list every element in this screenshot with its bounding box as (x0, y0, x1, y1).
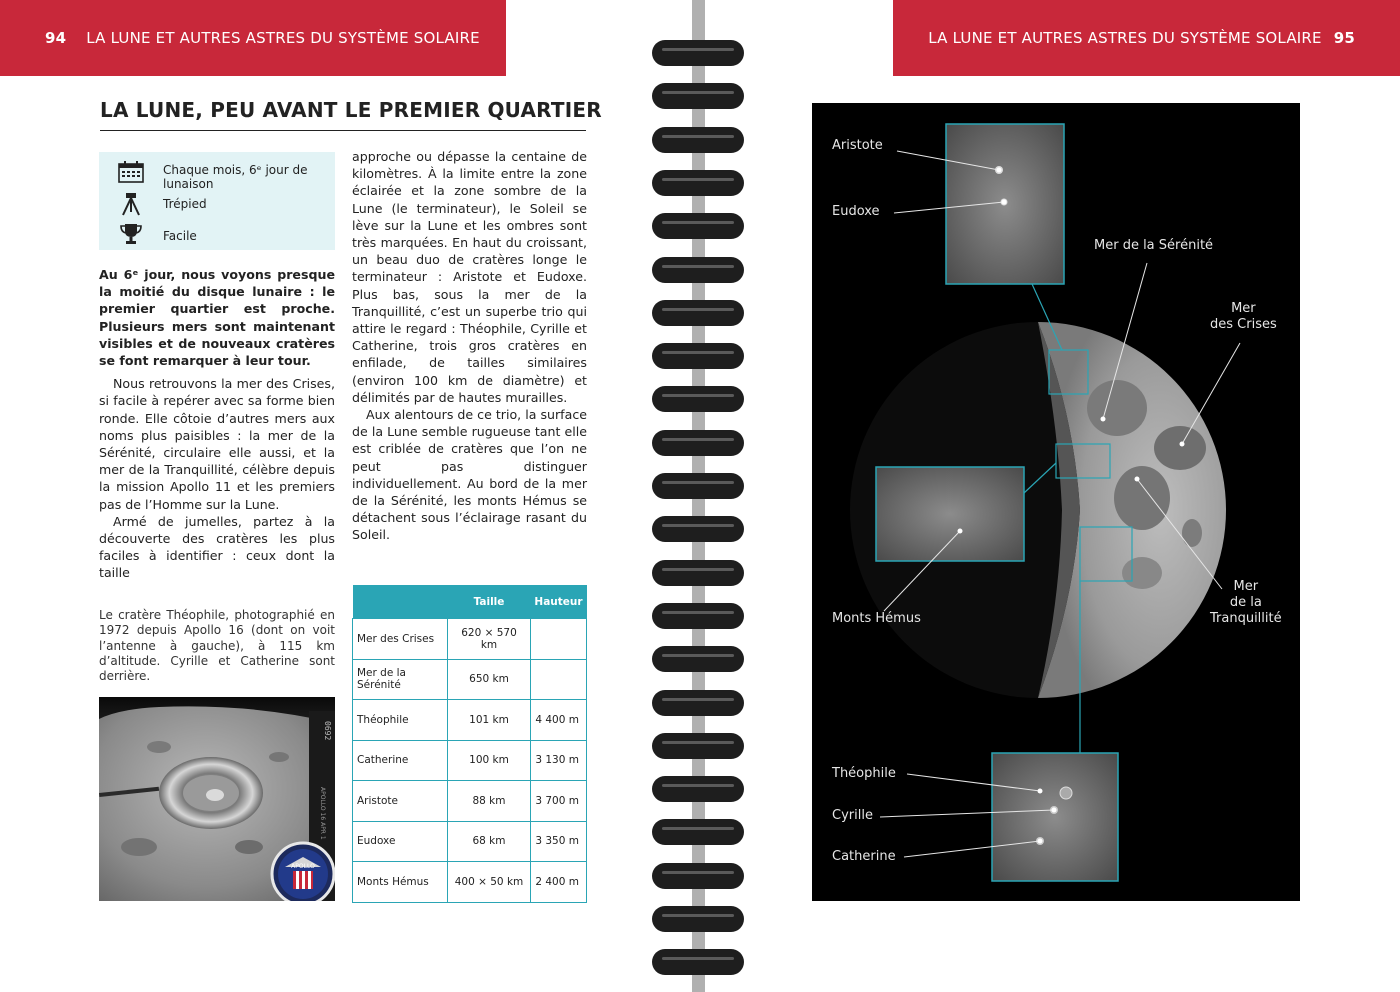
paragraph-1: Nous retrouvons la mer des Crises, si facile à repérer avec sa forme bien ronde. Elle côtoie d’autres mers aux noms plus paisibles : la mer de la Sérénité, circulaire elle aussi, et la mer de la Tranquillité, célèbre depuis la mission Apollo 11 et les premiers pas de l’Homme sur la Lune. (99, 376, 335, 512)
binding-ring (652, 430, 744, 456)
info-row-equipment (99, 190, 335, 218)
label-mer-crises-line1: Mer (1231, 301, 1256, 316)
binding-ring (652, 646, 744, 672)
table-cell-size: 100 km (448, 740, 531, 781)
table-cell-name: Aristote (353, 781, 448, 822)
table-cell-size: 620 × 570 km (448, 619, 531, 660)
label-mer-tranq-line3: Tranquillité (1210, 611, 1282, 626)
binding-ring (652, 40, 744, 66)
left-running-header: LA LUNE ET AUTRES ASTRES DU SYSTÈME SOLAIRE (86, 29, 480, 47)
label-catherine: Catherine (832, 849, 896, 864)
binding-ring (652, 170, 744, 196)
theophilus-photo (99, 697, 335, 901)
right-header (893, 0, 1400, 76)
label-mer-crises (1210, 301, 1277, 333)
label-monts-hemus: Monts Hémus (832, 611, 921, 626)
table-row (353, 700, 587, 741)
table-cell-height: 4 400 m (531, 700, 587, 741)
binding-ring (652, 560, 744, 586)
binding-ring (652, 343, 744, 369)
paragraph-4: Aux alentours de ce trio, la surface de la Lune semble rugueuse tant elle est criblée de cratères que l’on ne peut pas distinguer individuellement. Au bord de la mer de la Sérénité, les monts Hémus se détachent sous l’éclairage rasant du Soleil. (352, 407, 587, 543)
apollo-patch-text: APOLLO (291, 863, 315, 870)
text-column-2 (352, 148, 587, 544)
binding-ring (652, 906, 744, 932)
binding-ring (652, 690, 744, 716)
table-cell-height: 3 350 m (531, 821, 587, 862)
table-row (353, 862, 587, 903)
binding-ring (652, 733, 744, 759)
label-aristote: Aristote (832, 138, 883, 153)
table-row (353, 619, 587, 660)
info-difficulty-text: Facile (163, 229, 197, 243)
moon-figure (812, 103, 1300, 901)
table-cell-height (531, 659, 587, 700)
binding-ring (652, 300, 744, 326)
table-cell-size: 400 × 50 km (448, 862, 531, 903)
table-cell-size: 68 km (448, 821, 531, 862)
binding-ring (652, 776, 744, 802)
table-cell-height: 3 700 m (531, 781, 587, 822)
binding-ring (652, 863, 744, 889)
right-running-header: LA LUNE ET AUTRES ASTRES DU SYSTÈME SOLAIRE (928, 29, 1322, 47)
binding-ring (652, 603, 744, 629)
table-cell-height: 2 400 m (531, 862, 587, 903)
label-theophile: Théophile (832, 766, 896, 781)
info-row-difficulty (99, 220, 335, 248)
table-cell-height: 3 130 m (531, 740, 587, 781)
table-cell-name: Monts Hémus (353, 862, 448, 903)
table-row (353, 821, 587, 862)
binding-ring (652, 473, 744, 499)
label-mer-crises-line2: des Crises (1210, 317, 1277, 332)
info-row-when (99, 158, 335, 191)
info-box (99, 152, 335, 250)
photo-caption: Le cratère Théophile, photographié en 1972 depuis Apollo 16 (dont on voit l’antenne à gauche), à 115 km d’altitude. Cyrille et Catherine sont derrière. (99, 608, 335, 684)
intro-paragraph: Au 6ᵉ jour, nous voyons presque la moitié du disque lunaire : le premier quartier est proche. Plusieurs mers sont maintenant visibles et de nouveaux cratères se font remarquer à leur tour. (99, 267, 335, 369)
table-header-row (353, 585, 587, 619)
binding-ring (652, 127, 744, 153)
theophilus-photo-graphic (99, 697, 335, 901)
binding-ring (652, 949, 744, 975)
table-cell-size: 650 km (448, 659, 531, 700)
label-mer-tranq-line2: de la (1229, 595, 1262, 610)
table-header-size: Taille (448, 585, 531, 619)
photo-side-text: APOLLO 16 APR 1 (319, 787, 326, 840)
paragraph-2: Armé de jumelles, partez à la découverte des cratères les plus faciles à identifier : ceux dont la taille (99, 513, 335, 581)
table-cell-size: 101 km (448, 700, 531, 741)
binding-ring (652, 386, 744, 412)
label-mer-tranquillite (1210, 579, 1282, 627)
right-page-number: 95 (1333, 29, 1355, 47)
binding-ring (652, 257, 744, 283)
table-cell-height (531, 619, 587, 660)
table-row (353, 659, 587, 700)
table-row (353, 740, 587, 781)
table-header-height: Hauteur (531, 585, 587, 619)
left-page-number: 94 (45, 29, 67, 47)
binding-ring (652, 516, 744, 542)
text-column-1 (99, 266, 335, 582)
photo-frame-code: 0692 (323, 721, 332, 741)
table-header-name (353, 585, 448, 619)
table-cell-size: 88 km (448, 781, 531, 822)
binding-ring (652, 819, 744, 845)
tripod-icon (117, 192, 145, 216)
paragraph-3: approche ou dépasse la centaine de kilomètres. À la limite entre la zone éclairée et la zone sombre de la Lune (le terminateur), le Soleil se lève sur la Lune et les ombres sont très marquées. En haut du croissant, un beau duo de cratères longe le terminateur : Aristote et Eudoxe. Plus bas, sous la mer de la Tranquillité, c’est un superbe trio qui attire le regard : Théophile, Cyrille et Catherine, trois gros cratères en enfilade, de tailles similaires (environ 100 km de diamètre) et délimités par de hautes murailles. (352, 149, 587, 405)
table-cell-name: Catherine (353, 740, 448, 781)
info-when-text: Chaque mois, 6ᵉ jour de lunaison (163, 163, 308, 191)
binding-ring (652, 83, 744, 109)
table-row (353, 781, 587, 822)
left-page (0, 0, 620, 992)
label-mer-serenite: Mer de la Sérénité (1094, 238, 1214, 253)
page-title: LA LUNE, PEU AVANT LE PREMIER QUARTIER (100, 98, 586, 131)
crater-table (352, 585, 587, 903)
label-cyrille: Cyrille (832, 808, 873, 823)
table-cell-name: Théophile (353, 700, 448, 741)
left-header (0, 0, 506, 76)
binding-ring (652, 213, 744, 239)
calendar-icon (117, 160, 145, 184)
trophy-icon (117, 222, 145, 246)
table-cell-name: Mer de la Sérénité (353, 659, 448, 700)
info-equipment-text: Trépied (163, 197, 207, 211)
table-cell-name: Mer des Crises (353, 619, 448, 660)
label-eudoxe: Eudoxe (832, 204, 880, 219)
table-cell-name: Eudoxe (353, 821, 448, 862)
label-mer-tranq-line1: Mer (1233, 579, 1259, 594)
